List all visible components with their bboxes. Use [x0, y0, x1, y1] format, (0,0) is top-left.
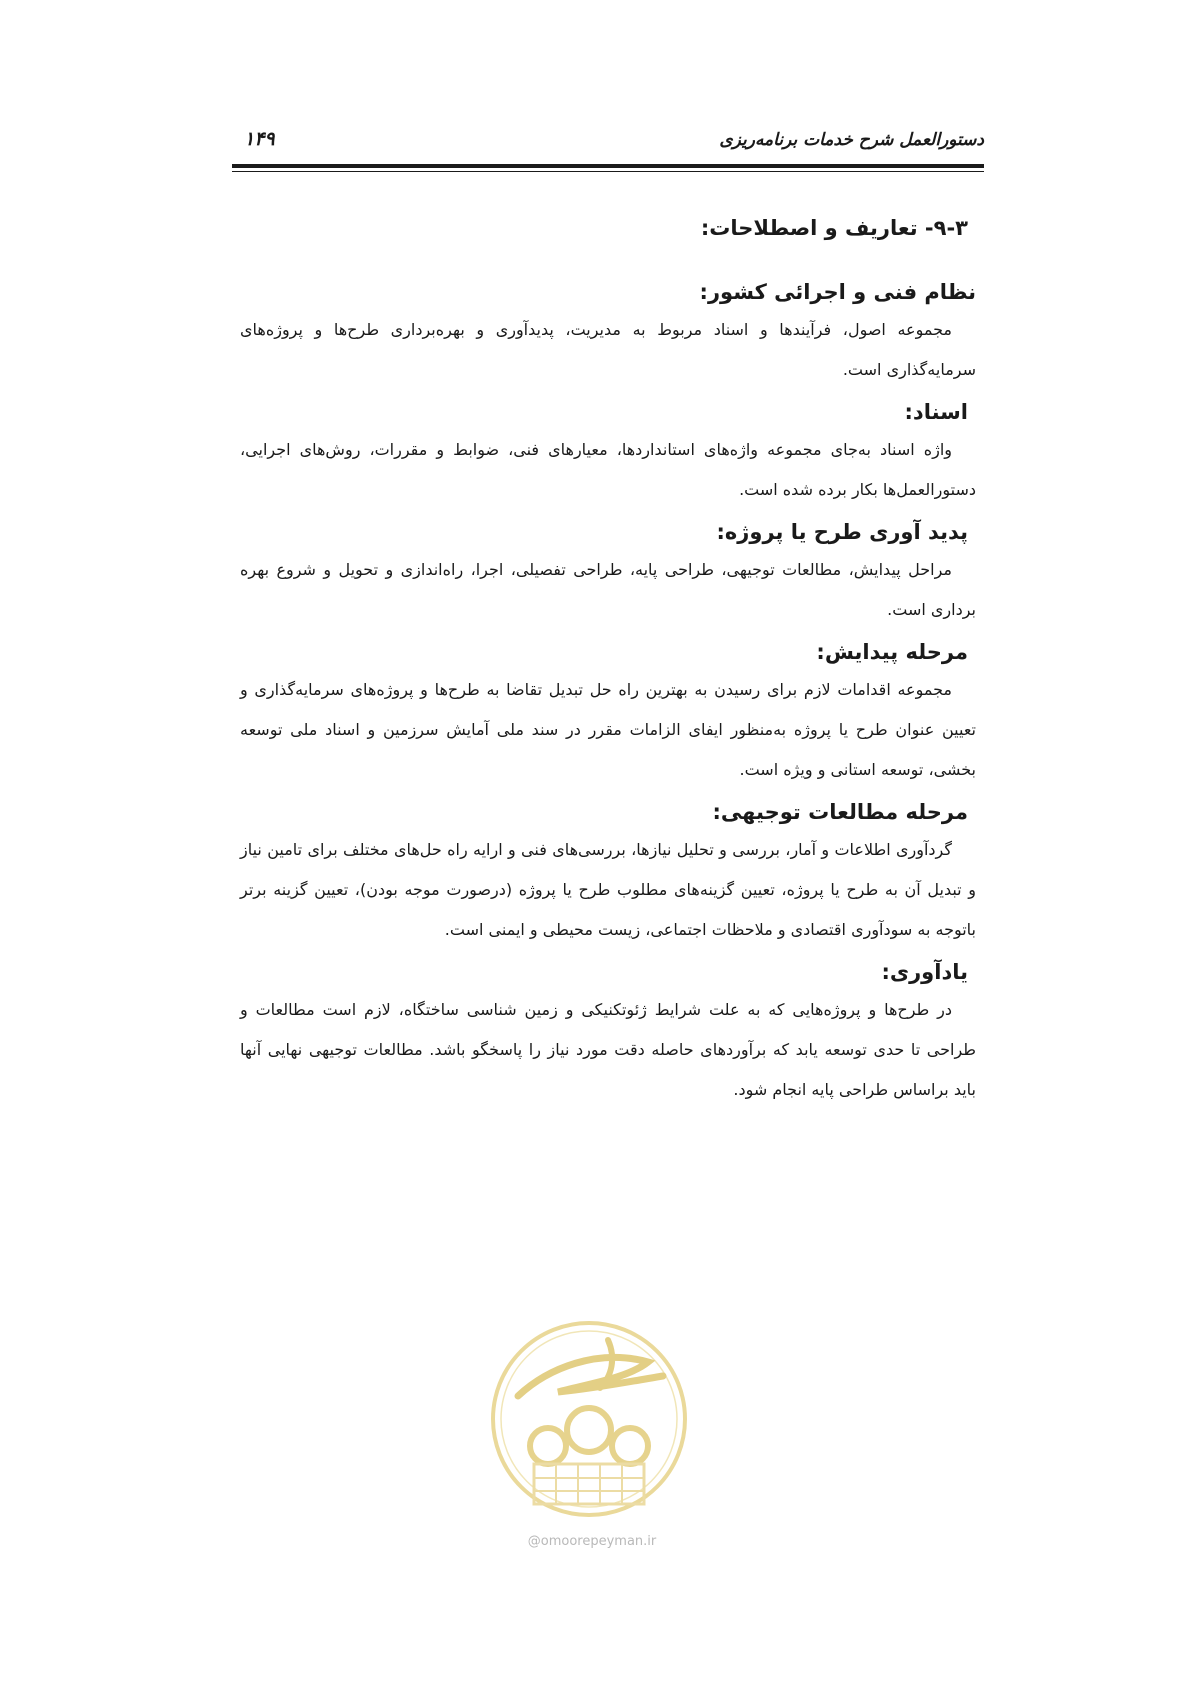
gear-center-icon [567, 1408, 611, 1452]
term-heading: مرحله پیدایش: [816, 640, 968, 664]
term-definition: مجموعه اصول، فرآیندها و اسناد مربوط به مدیریت، پدیدآوری و بهره‌برداری طرح‌ها و پروژه‌های سرمایه‌گذاری است. [240, 320, 976, 379]
term-heading: یادآوری: [881, 960, 968, 984]
term-heading: مرحله مطالعات توجیهی: [712, 800, 968, 824]
main-content [240, 212, 976, 1114]
watermark-logo [488, 1318, 690, 1520]
running-header [232, 126, 984, 166]
header-rule-thin [232, 171, 984, 172]
term-definition: مجموعه اقدامات لازم برای رسیدن به بهترین راه حل تبدیل تقاضا به طرح‌ها و پروژه‌های سرمایه‌گذاری و تعیین عنوان طرح یا پروژه به‌منظور ایفای الزامات مقرر در سند ملی آمایش سرزمین و اسناد ملی توسعه بخشی، توسعه استانی و ویژه است. [240, 680, 976, 779]
gear-right-icon [612, 1428, 648, 1464]
section-title: ۹-۳- تعاریف و اصطلاحات: [700, 216, 968, 240]
watermark-url: @omoorepeyman.ir [527, 1534, 657, 1549]
term-definition: گردآوری اطلاعات و آمار، بررسی و تحلیل نیازها، بررسی‌های فنی و ارایه راه حل‌های مختلف برای تامین نیاز و تبدیل آن به طرح یا پروژه، تعیین گزینه‌های مطلوب طرح یا پروژه (درصورت موجه بودن)، تعیین گزینه برتر باتوجه به سودآوری اقتصادی و ملاحظات اجتماعی، زیست محیطی و ایمنی است. [240, 840, 976, 939]
term-definition: در طرح‌ها و پروژه‌هایی که به علت شرایط ژئوتکنیکی و زمین شناسی ساختگاه، لازم است مطالعات و طراحی تا حدی توسعه یابد که برآوردهای حاصله دقت مورد نیاز را پاسخگو باشد. مطالعات توجیهی نهایی آنها باید براساس طراحی پایه انجام شود. [240, 1000, 976, 1099]
gear-left-icon [530, 1428, 566, 1464]
logo-calligraphy [518, 1357, 663, 1396]
term-heading: پدید آوری طرح یا پروژه: [716, 520, 968, 544]
header-rule-thick [232, 164, 984, 168]
term-definition: واژه اسناد به‌جای مجموعه واژه‌های استانداردها، معیارهای فنی، ضوابط و مقررات، روش‌های اجرایی، دستورالعمل‌ها بکار برده شده است. [240, 440, 976, 499]
logo-outer-ring [493, 1323, 685, 1515]
term-definition: مراحل پیدایش، مطالعات توجیهی، طراحی پایه، طراحی تفصیلی، اجرا، راه‌اندازی و تحویل و شروع بهره برداری است. [240, 560, 976, 619]
term-heading: اسناد: [904, 400, 968, 424]
page-number: ۱۴۹ [244, 128, 275, 150]
term-heading: نظام فنی و اجرائی کشور: [699, 280, 976, 304]
header-title: دستورالعمل شرح خدمات برنامه‌ریزی [719, 130, 984, 150]
